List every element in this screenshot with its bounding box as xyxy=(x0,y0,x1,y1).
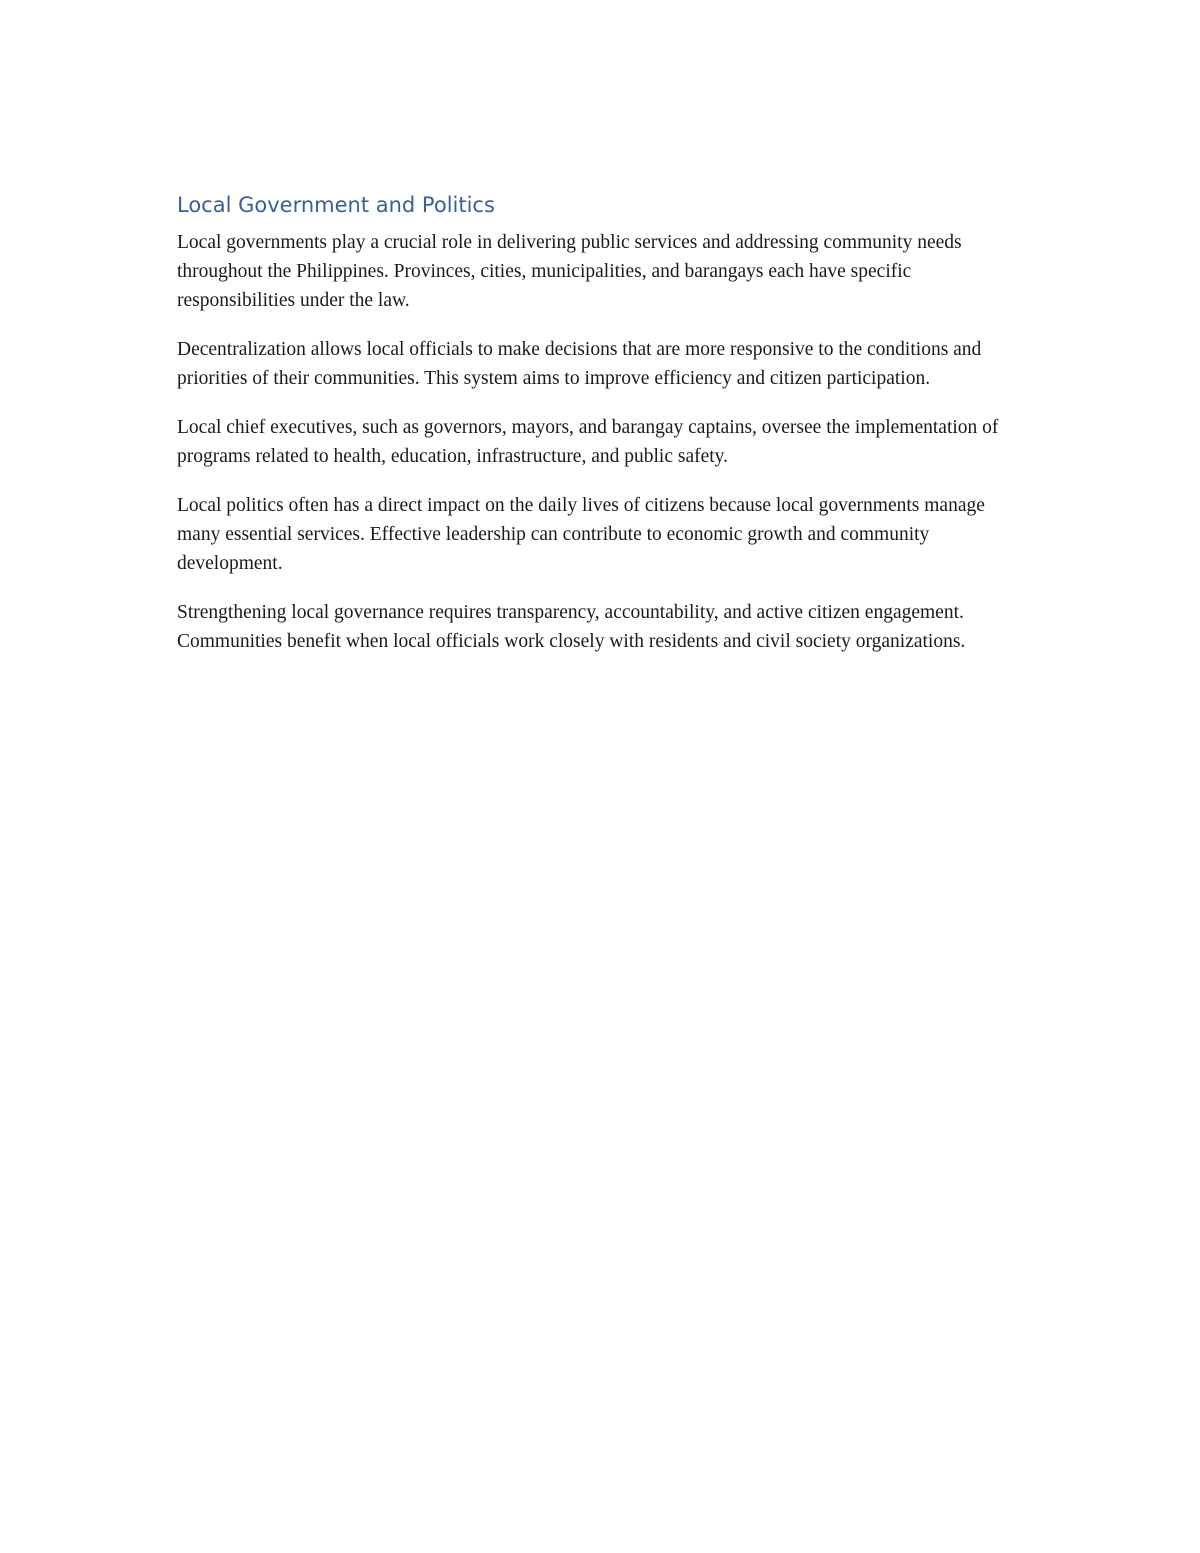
paragraph-4: Local politics often has a direct impact on the daily lives of citizens because local governments manage many essential services. Effective leadership can contribute to economic growth and community development. xyxy=(177,495,985,574)
paragraph-5: Strengthening local governance requires transparency, accountability, and active citizen engagement. Communities benefit when local officials work closely with residents and civil society organizations. xyxy=(177,602,966,652)
paragraph-1: Local governments play a crucial role in delivering public services and addressing community needs throughout the Philippines. Provinces, cities, municipalities, and barangays each have specific responsibilities under the law. xyxy=(177,232,962,311)
document-body xyxy=(177,190,1027,676)
paragraph-2: Decentralization allows local officials to make decisions that are more responsive to the conditions and priorities of their communities. This system aims to improve efficiency and citizen participation. xyxy=(177,339,982,389)
document-heading: Local Government and Politics xyxy=(177,193,495,217)
paragraph-3: Local chief executives, such as governors, mayors, and barangay captains, oversee the implementation of programs related to health, education, infrastructure, and public safety. xyxy=(177,417,999,467)
